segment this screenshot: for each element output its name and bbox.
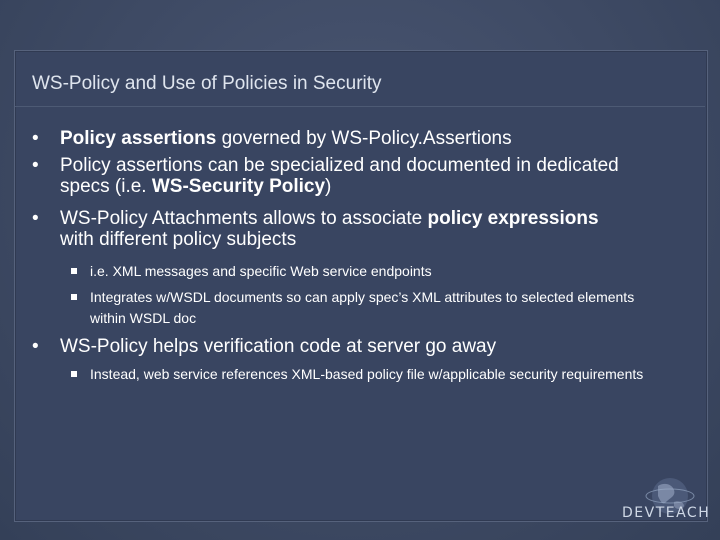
sub-bullet-text: Instead, web service references XML-based policy file w/applicable security requirements xyxy=(90,366,644,382)
bullet-glyph: • xyxy=(32,128,39,149)
sub-bullet-text: Integrates w/WSDL documents so can apply spec’s XML attributes to selected elements within WSDL doc xyxy=(90,289,635,326)
text-run: Policy assertions can be specialized and documented in dedicated specs (i.e. xyxy=(60,155,619,197)
text-run: WS-Policy Attachments allows to associate xyxy=(60,208,428,229)
sub-bullet-text: i.e. XML messages and specific Web service endpoints xyxy=(90,263,432,279)
bold-term: Policy assertions xyxy=(60,128,217,149)
bullet-text: WS-Policy helps verification code at server go away xyxy=(60,336,497,357)
text-run: governed by WS-Policy.Assertions xyxy=(216,128,512,149)
bullet-glyph: • xyxy=(32,336,39,357)
bold-term: WS-Security Policy xyxy=(151,176,326,197)
bullet-glyph: • xyxy=(32,155,39,176)
text-run: ) xyxy=(325,176,332,197)
content-panel xyxy=(14,50,711,522)
bullet-text xyxy=(60,155,660,197)
square-bullet-icon xyxy=(71,268,77,274)
bold-term: policy expressions xyxy=(427,208,599,229)
square-bullet-icon xyxy=(71,371,77,377)
devteach-logo: DEVTEACH xyxy=(622,505,711,521)
bullet-text xyxy=(60,208,605,250)
bullet-glyph: • xyxy=(32,208,39,229)
title-divider xyxy=(15,106,705,107)
bullet-text xyxy=(60,128,660,149)
square-bullet-icon xyxy=(71,294,77,300)
slide-title: WS-Policy and Use of Policies in Security xyxy=(32,73,382,94)
text-run: with different policy subjects xyxy=(60,229,297,250)
